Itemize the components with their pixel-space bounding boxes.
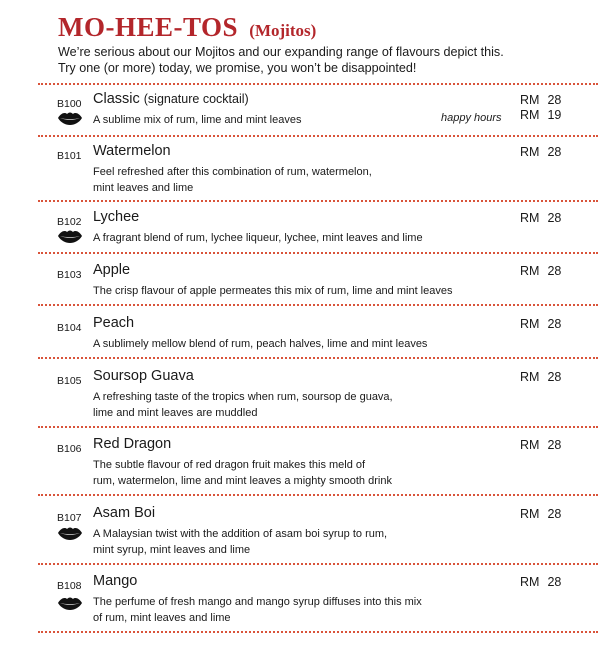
- item-code: B106: [57, 443, 82, 455]
- lips-icon: [57, 526, 83, 540]
- item-description: A Malaysian twist with the addition of asam boi syrup to rum, mint syrup, mint leaves and lime: [93, 528, 388, 556]
- item-name: Lychee: [93, 209, 140, 225]
- menu-title: [58, 12, 316, 43]
- item-description: Feel refreshed after this combination of rum, watermelon, mint leaves and lime: [93, 166, 372, 194]
- item-code: B101: [57, 150, 82, 162]
- item-name: Classic (signature cocktail): [93, 91, 249, 107]
- intro-text: [58, 44, 598, 76]
- lips-icon: [57, 111, 83, 125]
- divider: [38, 304, 598, 306]
- item-price: RM 28: [520, 317, 562, 331]
- item-code: B105: [57, 375, 82, 387]
- divider: [38, 252, 598, 254]
- item-name: Peach: [93, 315, 135, 331]
- divider: [38, 494, 598, 496]
- item-description: The subtle flavour of red dragon fruit makes this meld of rum, watermelon, lime and mint leaves a mighty smooth drink: [93, 459, 392, 487]
- item-name: Watermelon: [93, 143, 171, 159]
- item-code: B100: [57, 98, 82, 110]
- divider: [38, 426, 598, 428]
- item-description: A sublime mix of rum, lime and mint leaves: [93, 114, 302, 126]
- item-price: RM 28: [520, 93, 562, 107]
- item-name: Asam Boi: [93, 505, 156, 521]
- item-name: Red Dragon: [93, 436, 172, 452]
- divider: [38, 631, 598, 633]
- divider: [38, 357, 598, 359]
- intro-line-2: Try one (or more) today, we promise, you won’t be disappointed!: [58, 61, 417, 75]
- item-name: Mango: [93, 573, 138, 589]
- lips-icon: [57, 596, 83, 610]
- item-code: B103: [57, 269, 82, 281]
- happy-hours-price: RM 19: [520, 108, 562, 122]
- lips-icon: [57, 229, 83, 243]
- item-code: B104: [57, 322, 82, 334]
- item-description: A fragrant blend of rum, lychee liqueur, lychee, mint leaves and lime: [93, 232, 423, 244]
- item-description: The crisp flavour of apple permeates this mix of rum, lime and mint leaves: [93, 285, 453, 297]
- item-code: B102: [57, 216, 82, 228]
- item-price: RM 28: [520, 438, 562, 452]
- item-note: (signature cocktail): [143, 92, 249, 106]
- divider: [38, 83, 598, 85]
- menu-title-text: MO-HEE-TOS: [58, 12, 239, 42]
- item-name: Soursop Guava: [93, 368, 194, 384]
- divider: [38, 135, 598, 137]
- intro-line-1: We’re serious about our Mojitos and our expanding range of flavours depict this.: [58, 45, 504, 59]
- menu-subtitle: (Mojitos): [249, 21, 317, 40]
- divider: [38, 200, 598, 202]
- item-price: RM 28: [520, 370, 562, 384]
- item-code: B108: [57, 580, 82, 592]
- item-name: Apple: [93, 262, 131, 278]
- item-description: A sublimely mellow blend of rum, peach halves, lime and mint leaves: [93, 338, 428, 350]
- item-code: B107: [57, 512, 82, 524]
- item-description: A refreshing taste of the tropics when rum, soursop de guava, lime and mint leaves are muddled: [93, 391, 393, 419]
- happy-hours-label: happy hours: [441, 112, 502, 124]
- item-price: RM 28: [520, 264, 562, 278]
- item-price: RM 28: [520, 575, 562, 589]
- divider: [38, 563, 598, 565]
- item-price: RM 28: [520, 145, 562, 159]
- item-price: RM 28: [520, 211, 562, 225]
- item-description: The perfume of fresh mango and mango syrup diffuses into this mix of rum, mint leaves and lime: [93, 596, 422, 624]
- item-price: RM 28: [520, 507, 562, 521]
